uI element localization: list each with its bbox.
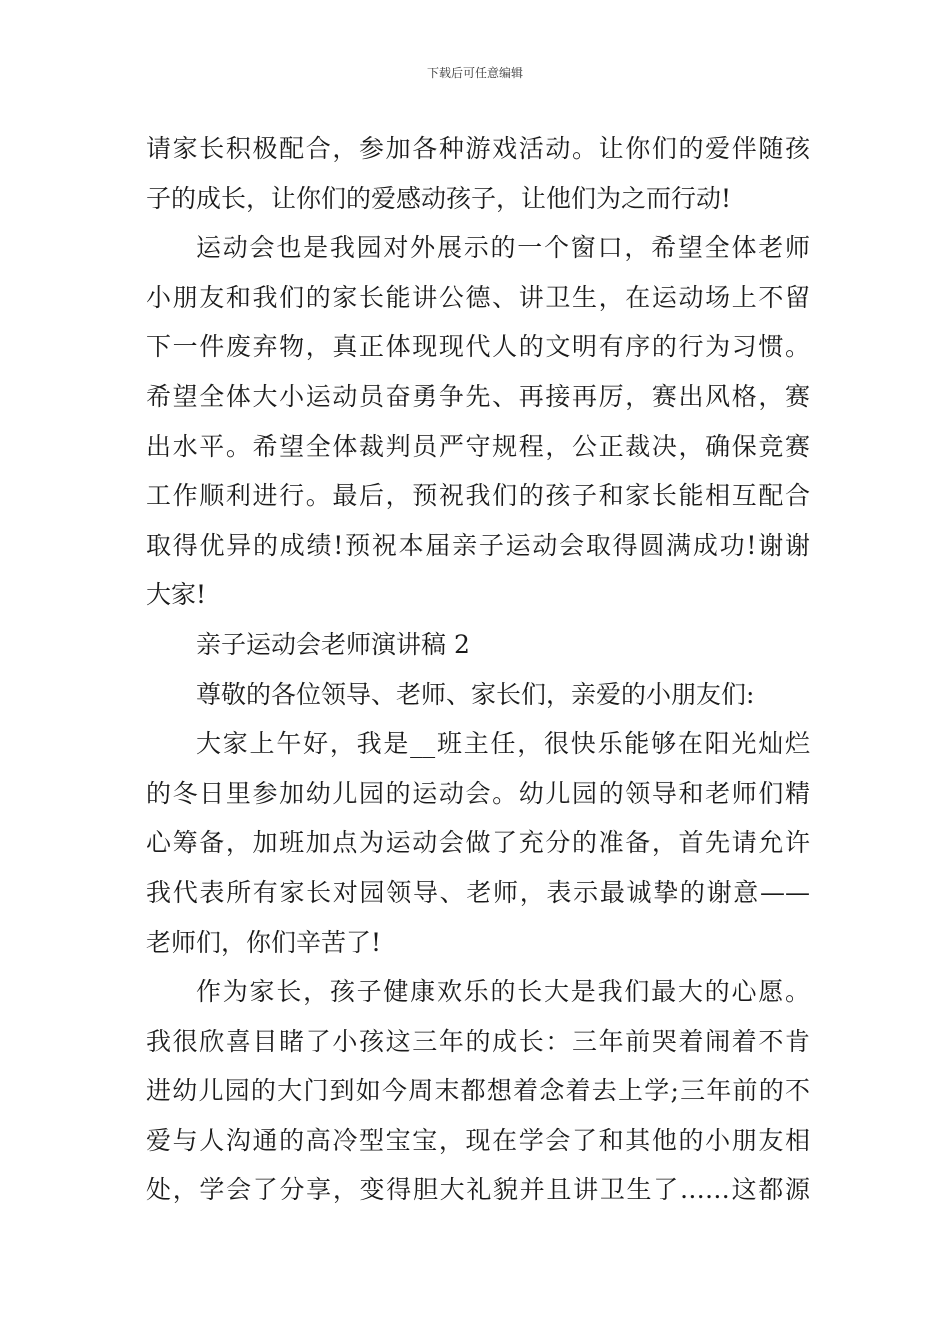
salutation: 尊敬的各位领导、老师、家长们，亲爱的小朋友们:	[196, 679, 755, 709]
text-line: 工作顺利进行。最后，预祝我们的孩子和家长能相互配合	[146, 481, 810, 511]
text-line: 取得优异的成绩!预祝本届亲子运动会取得圆满成功!谢谢	[146, 530, 810, 560]
text-line: 进幼儿园的大门到如今周末都想着念着去上学;三年前的不	[146, 1076, 810, 1106]
page-header: 下载后可任意编辑	[426, 66, 523, 80]
text-line: 请家长积极配合，参加各种游戏活动。让你们的爱伴随孩	[146, 134, 810, 163]
section-title: 亲子运动会老师演讲稿 2	[196, 629, 470, 659]
text-line: 小朋友和我们的家长能讲公德、讲卫生，在运动场上不留	[146, 282, 810, 312]
text-line: 处，学会了分享，变得胆大礼貌并且讲卫生了……这都源	[146, 1175, 810, 1205]
text-line: 出水平。希望全体裁判员严守规程，公正裁决，确保竞赛	[146, 431, 810, 461]
text-line: 大家!	[146, 580, 207, 610]
text-line: 的冬日里参加幼儿园的运动会。幼儿园的领导和老师们精	[146, 778, 810, 808]
text-line: 运动会也是我园对外展示的一个窗口，希望全体老师	[196, 233, 810, 263]
text-line: 我很欣喜目睹了小孩这三年的成长：三年前哭着闹着不肯	[146, 1026, 810, 1056]
text-line: 大家上午好，我是__班主任，很快乐能够在阳光灿烂	[196, 729, 810, 759]
text-line: 作为家长，孩子健康欢乐的长大是我们最大的心愿。	[196, 977, 810, 1007]
text-line: 我代表所有家长对园领导、老师，表示最诚挚的谢意——	[146, 877, 810, 907]
text-line: 爱与人沟通的高冷型宝宝，现在学会了和其他的小朋友相	[146, 1125, 810, 1155]
text-line: 子的成长，让你们的爱感动孩子，让他们为之而行动!	[146, 183, 732, 213]
text-line: 老师们，你们辛苦了!	[146, 927, 382, 957]
document-body	[146, 124, 810, 1215]
text-line: 心筹备，加班加点为运动会做了充分的准备，首先请允许	[146, 828, 810, 858]
text-line: 下一件废弃物，真正体现现代人的文明有序的行为习惯。	[146, 332, 810, 362]
text-line: 希望全体大小运动员奋勇争先、再接再厉，赛出风格，赛	[146, 381, 810, 411]
